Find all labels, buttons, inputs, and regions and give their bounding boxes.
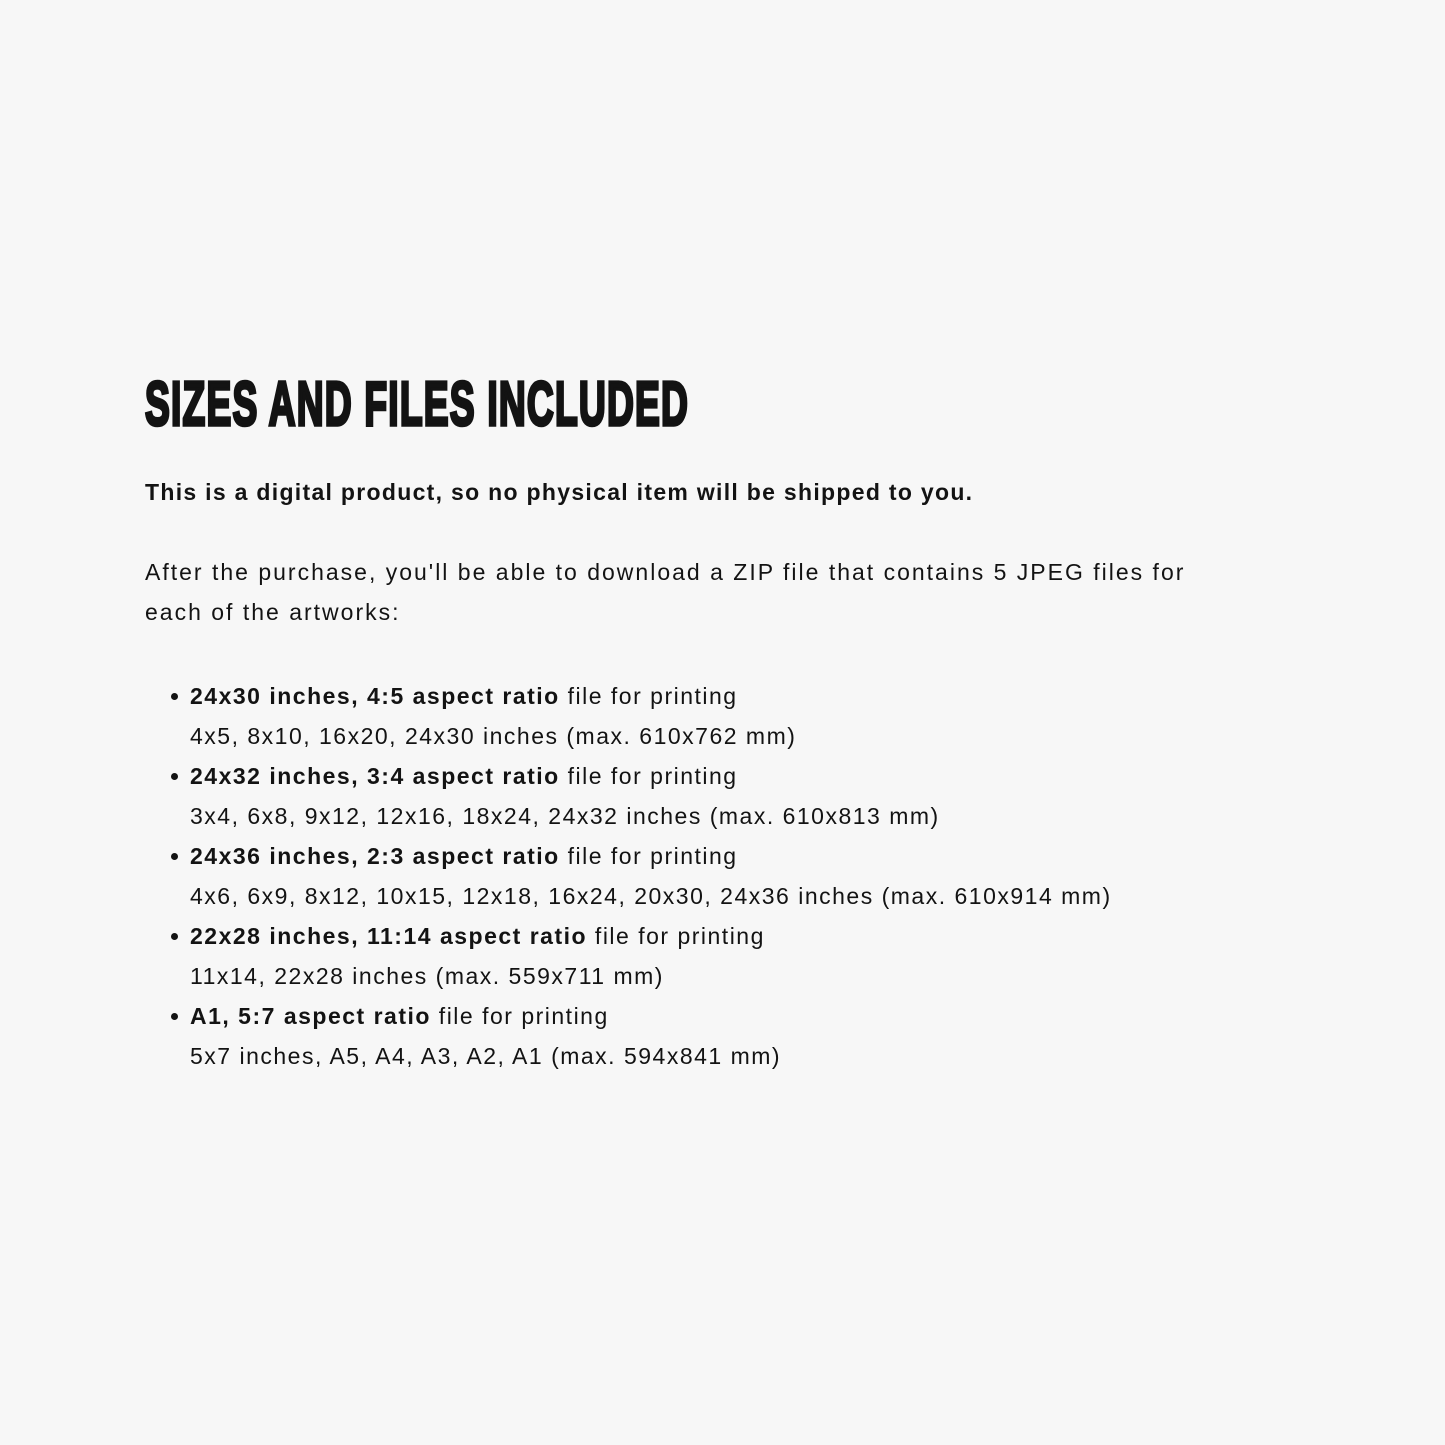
size-title-line bbox=[190, 916, 1300, 956]
size-usage: file for printing bbox=[559, 763, 738, 789]
bullet-icon bbox=[171, 853, 178, 860]
size-title-line bbox=[190, 676, 1300, 716]
size-title-line bbox=[190, 756, 1300, 796]
size-name: 24x30 inches, 4:5 aspect ratio bbox=[190, 683, 560, 709]
bullet-icon bbox=[171, 933, 178, 940]
size-detail: 4x6, 6x9, 8x12, 10x15, 12x18, 16x24, 20x30, 24x36 inches (max. 610x914 mm) bbox=[190, 883, 1112, 909]
sizes-list bbox=[145, 676, 1300, 1076]
list-item bbox=[145, 676, 1300, 756]
list-item bbox=[145, 756, 1300, 836]
size-usage: file for printing bbox=[559, 843, 738, 869]
bullet-icon bbox=[171, 1013, 178, 1020]
list-item bbox=[145, 836, 1300, 916]
digital-product-note: This is a digital product, so no physical item will be shipped to you. bbox=[145, 479, 974, 505]
size-name: 24x32 inches, 3:4 aspect ratio bbox=[190, 763, 560, 789]
size-name: 22x28 inches, 11:14 aspect ratio bbox=[190, 923, 588, 949]
size-usage: file for printing bbox=[430, 1003, 609, 1029]
size-title-line bbox=[190, 996, 1300, 1036]
size-name: 24x36 inches, 2:3 aspect ratio bbox=[190, 843, 560, 869]
size-name: A1, 5:7 aspect ratio bbox=[190, 1003, 431, 1029]
bullet-icon bbox=[171, 693, 178, 700]
page-title bbox=[145, 370, 1300, 439]
size-detail: 4x5, 8x10, 16x20, 24x30 inches (max. 610x762 mm) bbox=[190, 723, 797, 749]
size-usage: file for printing bbox=[559, 683, 738, 709]
list-item bbox=[145, 996, 1300, 1076]
size-title-line bbox=[190, 836, 1300, 876]
list-item bbox=[145, 916, 1300, 996]
size-usage: file for printing bbox=[587, 923, 765, 949]
page-title-text: SIZES AND FILES INCLUDED bbox=[145, 370, 690, 439]
intro-line-2: each of the artworks: bbox=[145, 599, 401, 625]
size-detail: 5x7 inches, A5, A4, A3, A2, A1 (max. 594x841 mm) bbox=[190, 1043, 782, 1069]
size-detail: 11x14, 22x28 inches (max. 559x711 mm) bbox=[190, 963, 664, 989]
size-detail: 3x4, 6x8, 9x12, 12x16, 18x24, 24x32 inches (max. 610x813 mm) bbox=[190, 803, 940, 829]
intro-line-1: After the purchase, you'll be able to download a ZIP file that contains 5 JPEG files for bbox=[145, 559, 1186, 585]
bullet-icon bbox=[171, 773, 178, 780]
intro-paragraph bbox=[145, 552, 1300, 632]
